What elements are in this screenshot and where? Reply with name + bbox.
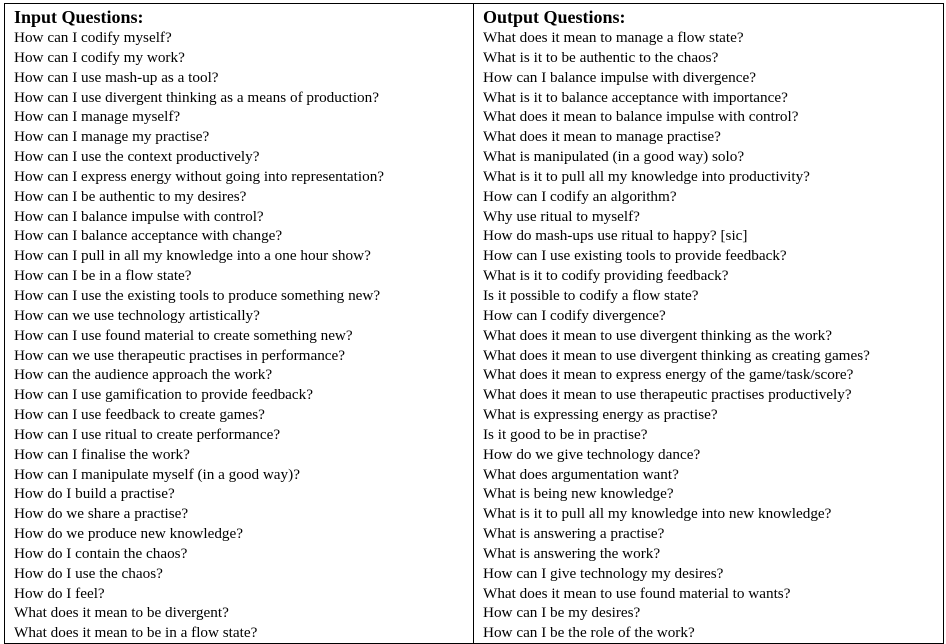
output-question-item: What does it mean to express energy of the game/task/score? (483, 366, 854, 384)
input-question-item: How can I be authentic to my desires? (14, 187, 247, 205)
output-question-item: What does it mean to use found material to wants? (483, 584, 791, 602)
input-question-item: How can I balance impulse with control? (14, 207, 264, 225)
input-question-item: How can I codify myself? (14, 29, 172, 46)
output-question-item: How can I be my desires? (483, 604, 641, 622)
input-question-item: How can I pull in all my knowledge into a one hour show? (14, 247, 371, 265)
input-question-item: How can I use feedback to create games? (14, 406, 265, 424)
input-question-item: How can the audience approach the work? (14, 366, 273, 384)
output-questions-column (474, 4, 944, 644)
output-question-item: Why use ritual to myself? (483, 207, 640, 225)
output-question-item: How do mash-ups use ritual to happy? [sic] (483, 227, 748, 245)
input-question-item: How can I codify my work? (14, 48, 185, 66)
output-question-item: Is it possible to codify a flow state? (483, 286, 699, 304)
input-question-item: How can I use mash-up as a tool? (14, 68, 219, 86)
input-question-item: How can I finalise the work? (14, 445, 190, 463)
output-question-item: What is answering a practise? (483, 525, 665, 543)
output-question-item: What does it mean to use therapeutic practises productively? (483, 386, 852, 404)
output-question-item: What is it to codify providing feedback? (483, 267, 729, 285)
questions-table (4, 3, 944, 644)
input-question-item: How can I be in a flow state? (14, 267, 192, 285)
input-question-item: How can I use ritual to create performance? (14, 425, 281, 443)
input-question-item: How can I use the existing tools to produce something new? (14, 286, 381, 304)
output-question-item: How can I use existing tools to provide feedback? (483, 247, 787, 265)
input-question-item: How do I use the chaos? (14, 564, 163, 582)
input-question-item: How do I build a practise? (14, 485, 175, 503)
input-questions-list (14, 28, 473, 643)
input-question-item: How do I contain the chaos? (14, 544, 188, 562)
output-question-item: What is it to balance acceptance with importance? (483, 88, 788, 106)
input-question-item: How can I use divergent thinking as a means of production? (14, 88, 379, 106)
output-question-item: What is expressing energy as practise? (483, 406, 718, 424)
input-question-item: How can I manage my practise? (14, 128, 210, 146)
input-question-item: How can I use found material to create something new? (14, 326, 353, 344)
output-question-item: How can I balance impulse with divergence? (483, 68, 756, 86)
input-question-item: How can I express energy without going into representation? (14, 167, 385, 185)
output-question-item: What is it to pull all my knowledge into productivity? (483, 167, 810, 185)
output-question-item: What does it mean to use divergent thinking as creating games? (483, 346, 870, 364)
input-question-item: How do we share a practise? (14, 505, 189, 523)
input-question-item: How can we use therapeutic practises in performance? (14, 346, 346, 364)
input-question-item: How can I use the context productively? (14, 148, 260, 166)
input-question-item: How can I manage myself? (14, 108, 181, 126)
output-question-item: What is manipulated (in a good way) solo? (483, 148, 745, 166)
output-question-item: What is it to be authentic to the chaos? (483, 48, 719, 66)
input-question-item: How do I feel? (14, 584, 105, 602)
input-questions-heading: Input Questions: (14, 7, 144, 27)
output-question-item: Is it good to be in practise? (483, 425, 648, 443)
output-question-item: How do we give technology dance? (483, 445, 701, 463)
output-question-item: What is being new knowledge? (483, 485, 674, 503)
output-question-item: How can I give technology my desires? (483, 564, 724, 582)
input-question-item: How can we use technology artistically? (14, 306, 260, 324)
input-question-item: How can I manipulate myself (in a good way)? (14, 465, 300, 483)
output-question-item: How can I be the role of the work? (483, 624, 695, 642)
input-question-item: How can I use gamification to provide feedback? (14, 386, 313, 404)
output-questions-heading: Output Questions: (483, 7, 626, 27)
output-question-item: What does it mean to balance impulse with control? (483, 108, 799, 126)
output-question-item: What is it to pull all my knowledge into new knowledge? (483, 505, 832, 523)
input-questions-column (5, 4, 474, 644)
input-question-item: How can I balance acceptance with change? (14, 227, 283, 245)
input-question-item: How do we produce new knowledge? (14, 525, 244, 543)
output-question-item: What does it mean to manage practise? (483, 128, 721, 146)
output-questions-list (483, 28, 943, 643)
output-question-item: What does it mean to manage a flow state? (483, 29, 744, 46)
input-question-item: What does it mean to be divergent? (14, 604, 229, 622)
output-question-item: What does argumentation want? (483, 465, 679, 483)
output-question-item: What is answering the work? (483, 544, 661, 562)
output-question-item: What does it mean to use divergent thinking as the work? (483, 326, 832, 344)
output-question-item: How can I codify divergence? (483, 306, 666, 324)
input-question-item: What does it mean to be in a flow state? (14, 624, 258, 642)
output-question-item: How can I codify an algorithm? (483, 187, 677, 205)
